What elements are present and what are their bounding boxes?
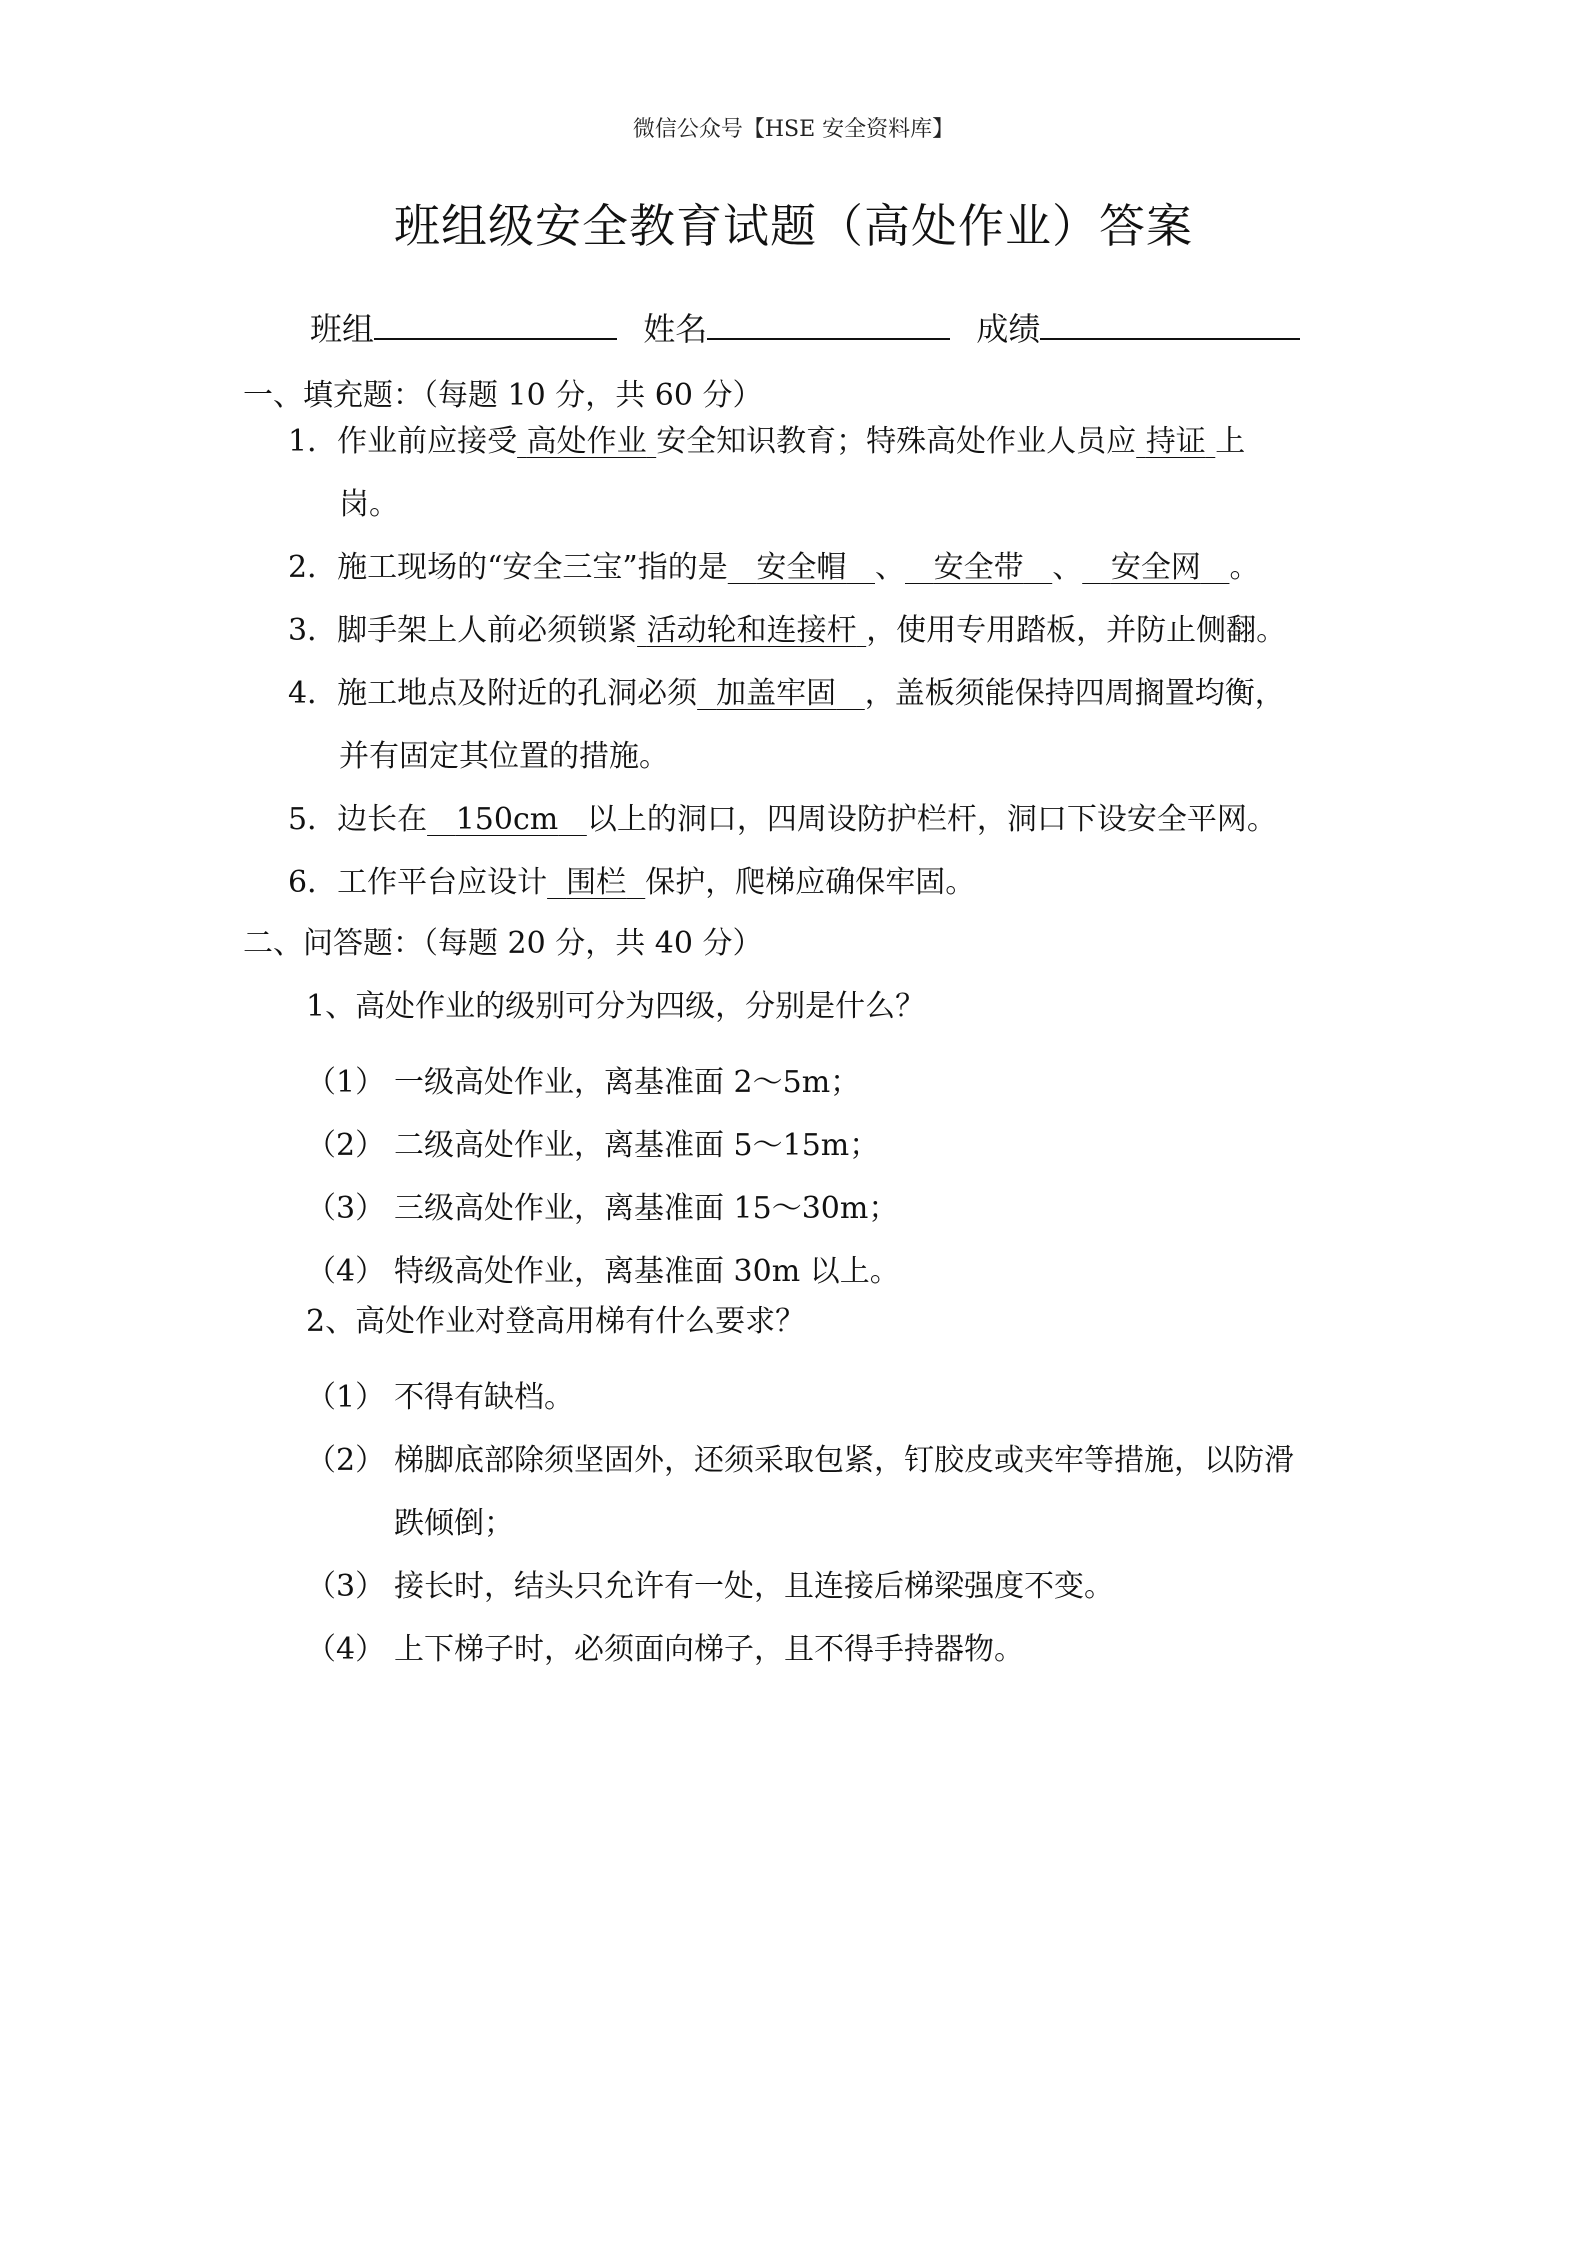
section1-heading: 一、填充题：（每题 10 分，共 60 分） xyxy=(243,378,763,413)
item-text: 不得有缺档。 xyxy=(394,1380,574,1415)
item-number: （1） xyxy=(306,1380,386,1415)
answer-item xyxy=(306,1120,879,1164)
question-text: 作业前应接受 xyxy=(337,424,518,459)
answer-item xyxy=(306,1435,1294,1479)
question-number: 6． xyxy=(288,865,338,900)
answer-blank: 持证 xyxy=(1145,424,1206,459)
answer-blank: 安全网 xyxy=(1110,550,1201,585)
item-number: （2） xyxy=(306,1128,386,1163)
item-number: （4） xyxy=(306,1632,386,1667)
fill-question-5 xyxy=(288,794,1277,838)
answer-item xyxy=(306,1624,1024,1668)
item-number: （3） xyxy=(306,1191,386,1226)
item-number: （1） xyxy=(306,1065,386,1100)
fill-question-3 xyxy=(288,605,1286,649)
item-text: 梯脚底部除须坚固外，还须采取包紧，钉胶皮或夹牢等措施，以防滑 xyxy=(394,1443,1294,1478)
score-label: 成绩 xyxy=(976,310,1041,348)
answer-blank: 150cm xyxy=(455,802,559,837)
question-text: 以上的洞口，四周设防护栏杆，洞口下设安全平网。 xyxy=(586,802,1277,837)
fill-question-1 xyxy=(288,416,1245,460)
fill-question-4-cont: 并有固定其位置的措施。 xyxy=(339,739,669,774)
answer-item xyxy=(306,1372,574,1416)
question-text: 施工现场的“安全三宝”指的是 xyxy=(337,550,728,585)
team-blank[interactable] xyxy=(374,308,617,340)
item-text: 三级高处作业，离基准面 15～30m； xyxy=(394,1191,899,1226)
team-label: 班组 xyxy=(310,310,375,348)
item-text: 二级高处作业，离基准面 5～15m； xyxy=(394,1128,880,1163)
question-text: 边长在 xyxy=(337,802,428,837)
name-blank[interactable] xyxy=(707,308,950,340)
answer-blank: 安全帽 xyxy=(756,550,847,585)
essay-question-1: 1、高处作业的级别可分为四级，分别是什么？ xyxy=(306,989,926,1024)
answer-item-cont: 跌倾倒； xyxy=(394,1506,514,1541)
answer-item xyxy=(306,1183,898,1227)
item-text: 特级高处作业，离基准面 30m 以上。 xyxy=(394,1254,900,1289)
answer-blank: 围栏 xyxy=(566,865,627,900)
question-text: ，使用专用踏板，并防止侧翻。 xyxy=(866,613,1287,648)
question-text: 工作平台应设计 xyxy=(337,865,548,900)
question-number: 4． xyxy=(288,676,338,711)
fill-question-4 xyxy=(288,668,1285,712)
section2-heading: 二、问答题：（每题 20 分，共 40 分） xyxy=(243,926,763,961)
item-text: 上下梯子时，必须面向梯子，且不得手持器物。 xyxy=(394,1632,1024,1667)
answer-item xyxy=(306,1246,900,1290)
question-text: 脚手架上人前必须锁紧 xyxy=(337,613,638,648)
answer-blank: 高处作业 xyxy=(526,424,647,459)
question-text: 上 xyxy=(1215,424,1246,459)
question-number: 5． xyxy=(288,802,338,837)
fill-question-6 xyxy=(288,857,975,901)
score-blank[interactable] xyxy=(1040,308,1300,340)
item-text: 接长时，结头只允许有一处，且连接后梯梁强度不变。 xyxy=(394,1569,1114,1604)
fill-question-2: 2．施工现场的“安全三宝”指的是 安全帽 、 安全带 、 安全网 。 xyxy=(288,550,1260,585)
fill-question-1-cont: 岗。 xyxy=(339,487,399,522)
page-title: 班组级安全教育试题（高处作业）答案 xyxy=(394,199,1193,253)
question-text: ，盖板须能保持四周搁置均衡， xyxy=(864,676,1285,711)
answer-blank: 安全带 xyxy=(933,550,1024,585)
question-number: 2． xyxy=(288,550,338,585)
info-line xyxy=(310,304,1316,350)
item-text: 一级高处作业，离基准面 2～5m； xyxy=(394,1065,861,1100)
question-text: 施工地点及附近的孔洞必须 xyxy=(337,676,698,711)
name-label: 姓名 xyxy=(643,310,708,348)
item-number: （3） xyxy=(306,1569,386,1604)
question-number: 1． xyxy=(288,424,338,459)
answer-blank: 活动轮和连接杆 xyxy=(646,613,857,648)
answer-item xyxy=(306,1057,860,1101)
answer-blank: 加盖牢固 xyxy=(716,676,837,711)
question-number: 3． xyxy=(288,613,338,648)
item-number: （4） xyxy=(306,1254,386,1289)
watermark: 微信公众号【HSE 安全资料库】 xyxy=(632,117,955,142)
item-number: （2） xyxy=(306,1443,386,1478)
question-text: 安全知识教育；特殊高处作业人员应 xyxy=(656,424,1137,459)
question-text: 保护，爬梯应确保牢固。 xyxy=(645,865,976,900)
essay-question-2: 2、高处作业对登高用梯有什么要求？ xyxy=(306,1304,806,1339)
answer-item xyxy=(306,1561,1114,1605)
